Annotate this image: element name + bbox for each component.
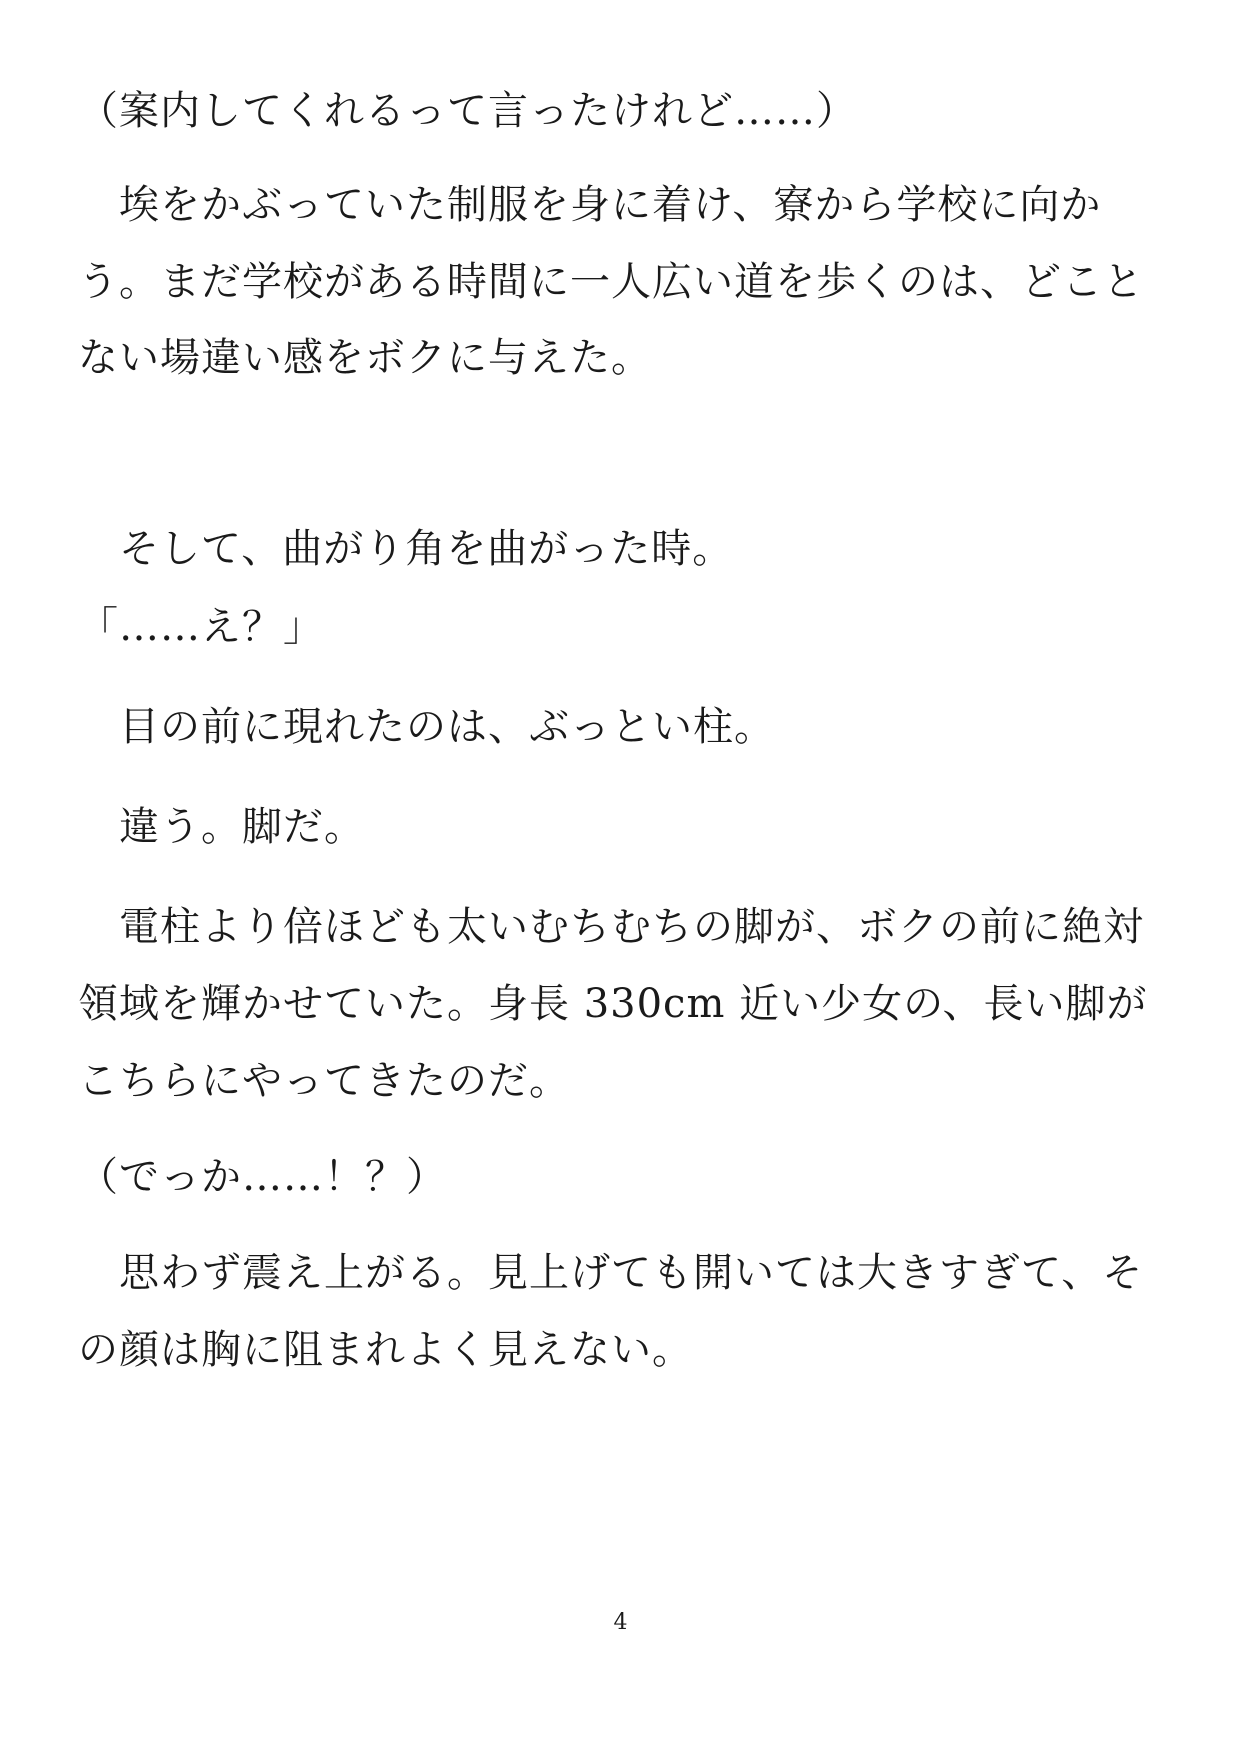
text-line: 埃をかぶっていた制服を身に着け、寮から学校に向か	[78, 182, 1102, 228]
text-line: 「……え？」	[78, 604, 324, 650]
text-line: 目の前に現れたのは、ぶっとい柱。	[78, 704, 775, 750]
text-line: ない場違い感をボクに与えた。	[78, 335, 652, 381]
text-line: 違う。脚だ。	[78, 804, 365, 850]
text-line: こちらにやってきたのだ。	[78, 1058, 570, 1104]
text-line: の顔は胸に阻まれよく見えない。	[78, 1327, 693, 1373]
text-line: 思わず震え上がる。見上げても開いては大きすぎて、そ	[78, 1250, 1144, 1296]
text-line: （でっか……！？）	[78, 1154, 447, 1200]
text-line: う。まだ学校がある時間に一人広い道を歩くのは、どこと	[78, 259, 1144, 305]
text-line: 電柱より倍ほども太いむちむちの脚が、ボクの前に絶対	[78, 904, 1144, 950]
text-line: そして、曲がり角を曲がった時。	[78, 526, 734, 572]
text-line: （案内してくれるって言ったけれど……）	[78, 88, 857, 134]
page-number: 4	[613, 1610, 628, 1635]
text-line: 領域を輝かせていた。身長 330cm 近い少女の、長い脚が	[78, 981, 1148, 1027]
